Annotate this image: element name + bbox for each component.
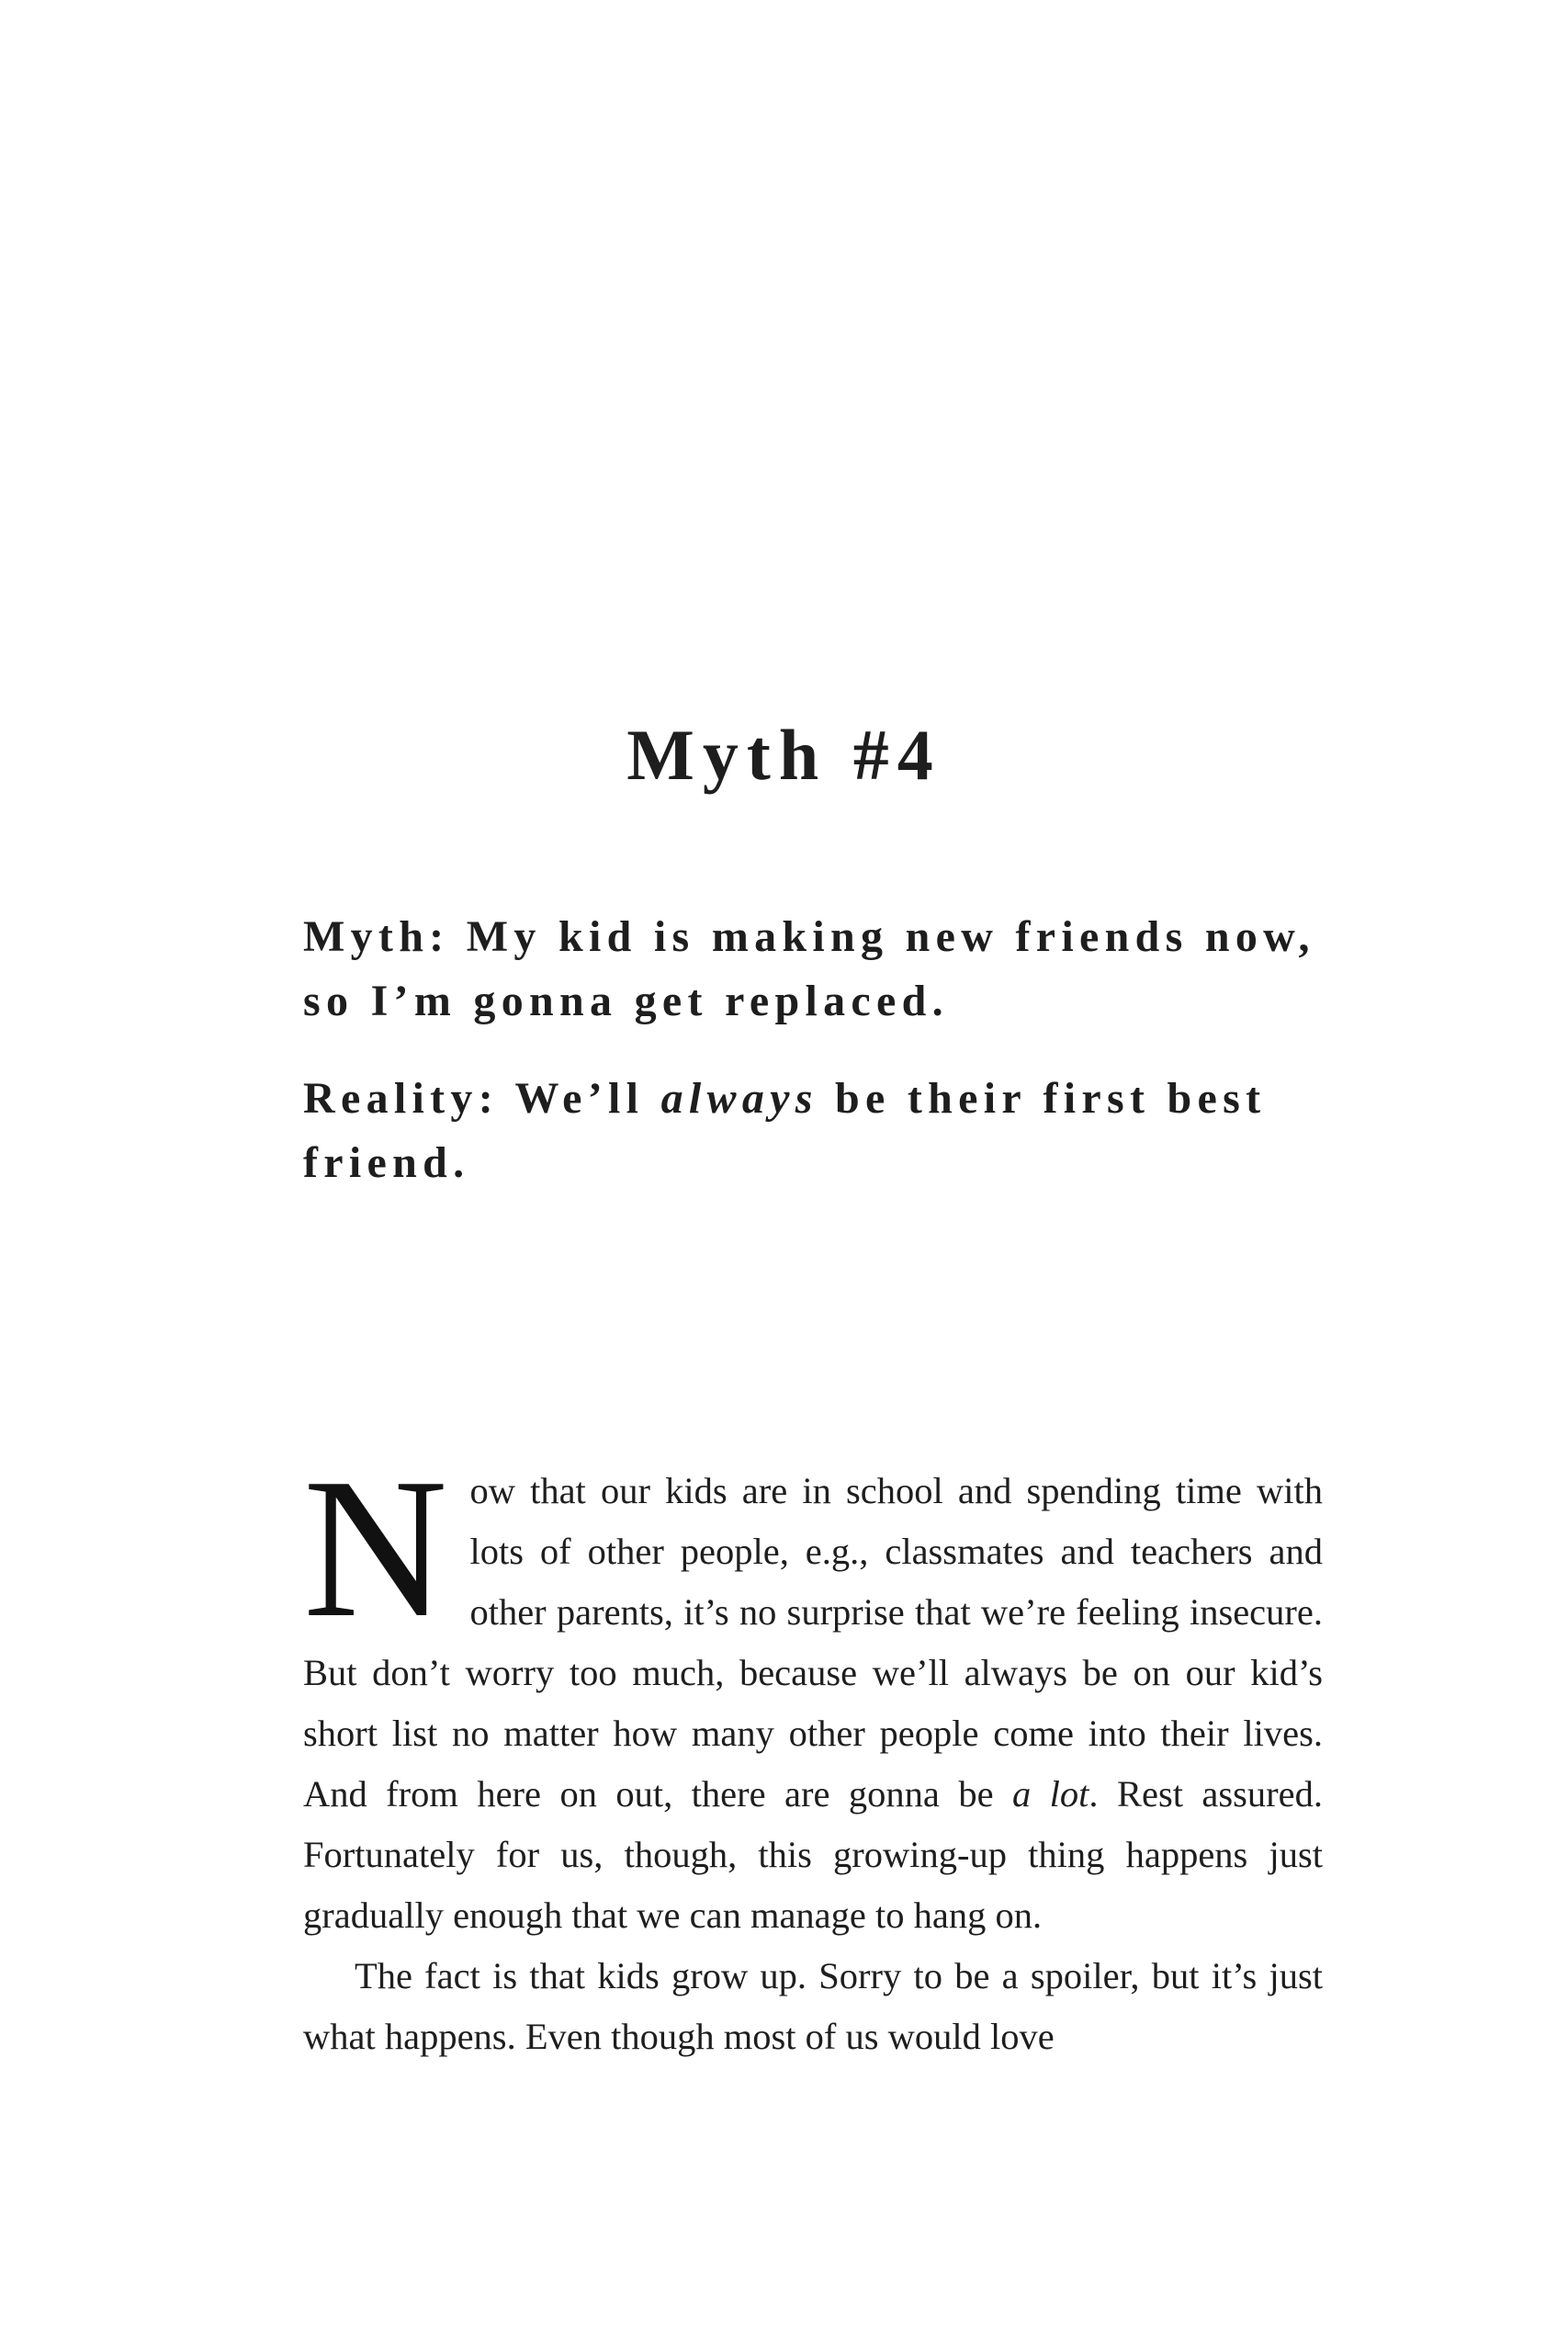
body-paragraph-2: The fact is that kids grow up. Sorry to be a spoiler, but it’s just what happens. Even though most of us would love: [303, 1955, 1323, 2057]
reality-suffix: be their first best friend.: [303, 1074, 1267, 1187]
drop-cap: N: [303, 1438, 448, 1659]
reality-emphasis: always: [660, 1074, 818, 1123]
body-paragraph-1: [303, 1438, 1323, 1946]
body-paragraph-1-part-2: . Rest assured. Fortunately for us, though, this growing-up thing happens just gradually enough that we can manage to hang on.: [303, 1773, 1323, 1936]
myth-statement: Myth: My kid is making new friends now, so I’m gonna get replaced.: [303, 912, 1315, 1025]
reality-prefix: Reality: We’ll: [303, 1074, 661, 1123]
chapter-title: Myth #4: [626, 715, 942, 795]
body-paragraph-1-emphasis: a lot: [1011, 1773, 1089, 1815]
body-paragraph-1-part-1: ow that our kids are in school and spending time with lots of other people, e.g., classmates and teachers and other parents, it’s no surprise that we’re feeling insecure. But don’t worry too much, because we’ll always be on our kid’s short list no matter how many other people come into their lives. And from here on out, there are gonna be: [303, 1470, 1323, 1815]
body-text: [303, 1438, 1323, 2067]
reality-statement: [303, 1067, 1332, 1195]
myth-reality-block: [303, 905, 1332, 1228]
